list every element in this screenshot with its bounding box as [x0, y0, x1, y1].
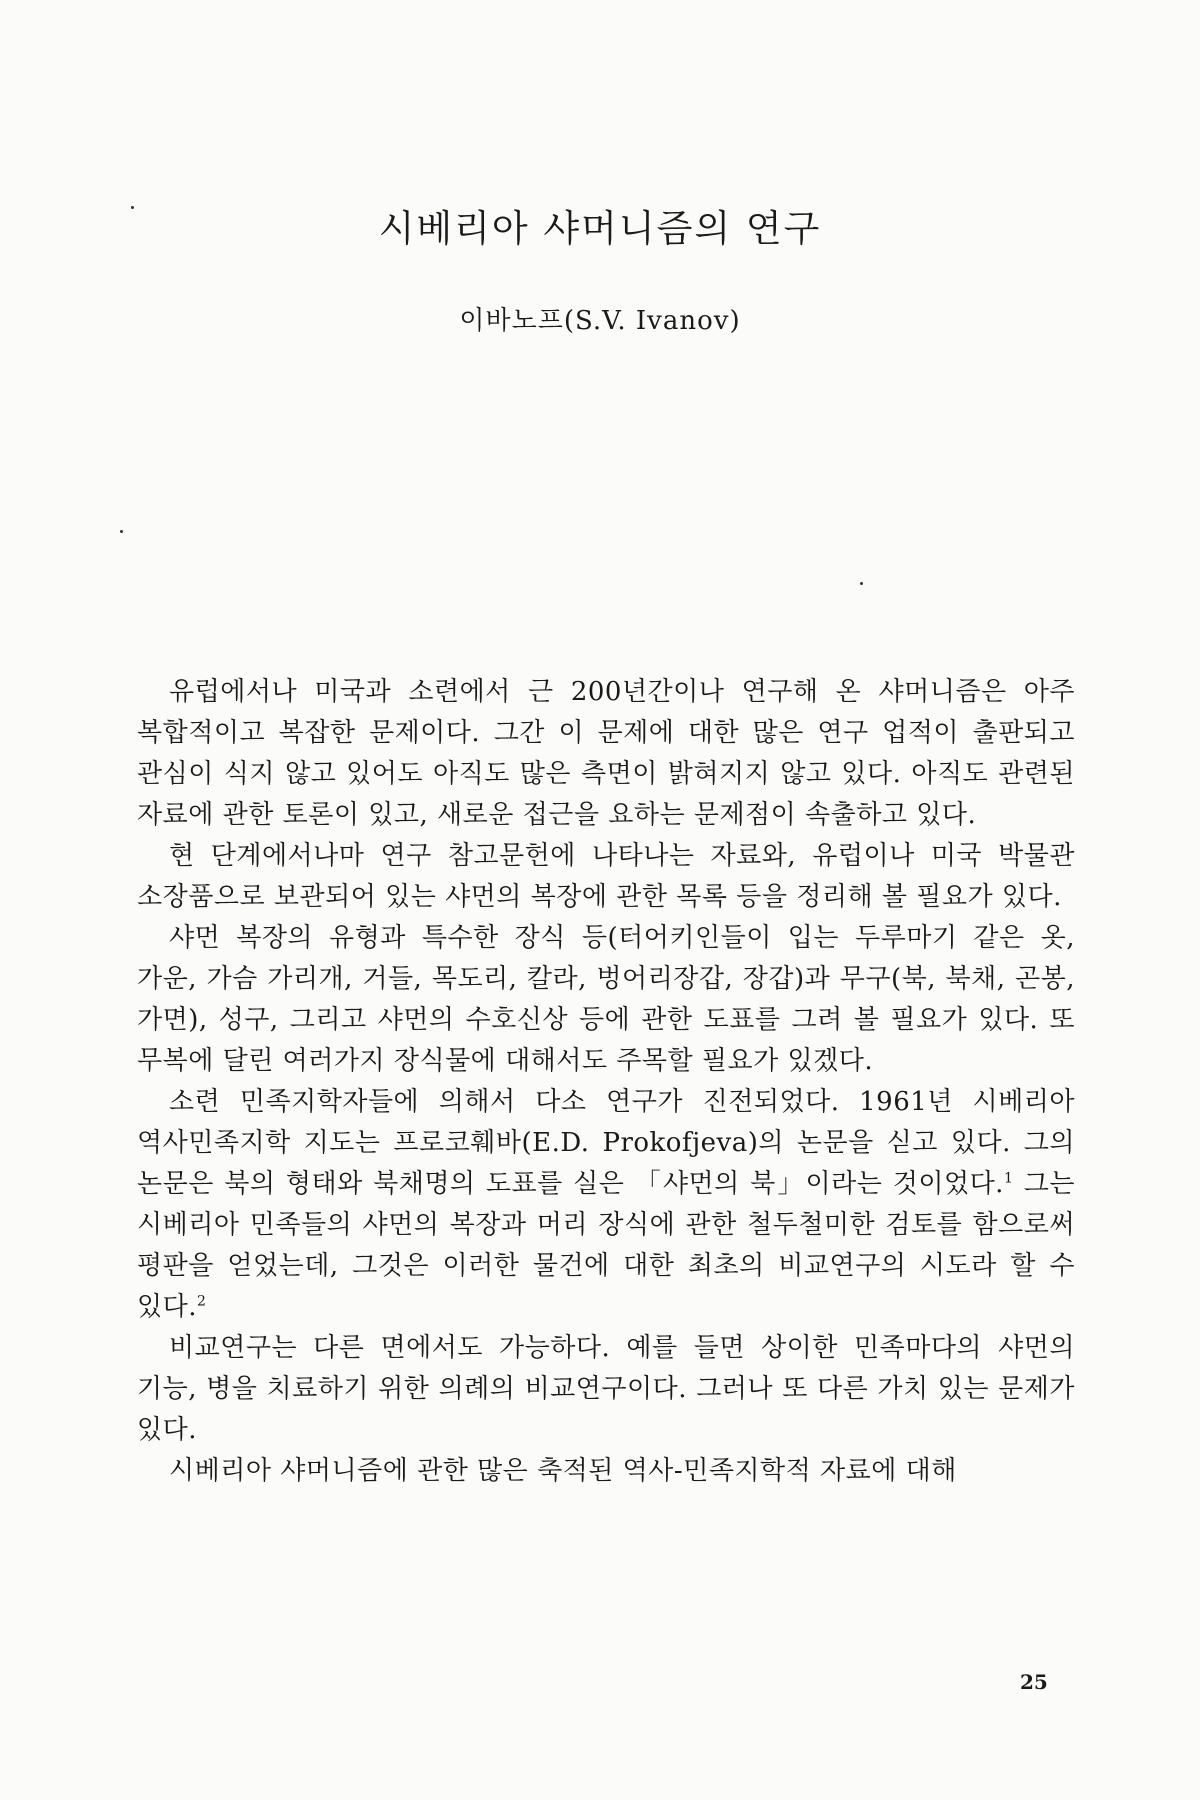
article-title: 시베리아 샤머니즘의 연구: [378, 207, 822, 250]
body-paragraph-6: 시베리아 샤머니즘에 관한 많은 축적된 역사-민족지학적 자료에 대해: [169, 1456, 957, 1486]
article-body: [137, 672, 1075, 1492]
footnote-mark-1: 1: [1003, 1170, 1014, 1187]
body-paragraph-4-text: 소련 민족지학자들에 의해서 다소 연구가 진전되었다. 1961년 시베리아 역사민족지학 지도는 프로코훼바(E.D. Prokofjeva)의 논문을 싣고 있다. 그의 논문은 북의 형태와 북채명의 도표를 실은 「샤먼의 북」이라는 것이었다.: [137, 1087, 1075, 1199]
footnote-mark-2: 2: [197, 1293, 207, 1310]
scan-speck: [120, 530, 123, 533]
body-paragraph-4b-text: 그는 시베리아 민족들의 샤먼의 복장과 머리 장식에 관한 철두철미한 검토를 함으로써 평판을 얻었는데, 그것은 이러한 물건에 대한 최초의 비교연구의 시도라 할 수 있다.: [137, 1169, 1075, 1322]
page-number: 25: [1020, 1670, 1048, 1694]
body-paragraph-4: [137, 1082, 1075, 1328]
article-author: 이바노프(S.V. Ivanov): [459, 306, 741, 336]
body-paragraph-5: 비교연구는 다른 면에서도 가능하다. 예를 들면 상이한 민족마다의 샤먼의 기능, 병을 치료하기 위한 의례의 비교연구이다. 그러나 또 다른 가치 있는 문제가 있다.: [137, 1333, 1075, 1445]
body-paragraph-3: 샤먼 복장의 유형과 특수한 장식 등(터어키인들이 입는 두루마기 같은 옷, 가운, 가슴 가리개, 거들, 목도리, 칼라, 벙어리장갑, 장갑)과 무구(북, 북채, 곤봉, 가면), 성구, 그리고 샤먼의 수호신상 등에 관한 도표를 그려 볼 필요가 있다. 또 무복에 달린 여러가지 장식물에 대해서도 주목할 필요가 있겠다.: [137, 923, 1075, 1076]
body-paragraph-1: 유럽에서나 미국과 소련에서 근 200년간이나 연구해 온 샤머니즘은 아주 복합적이고 복잡한 문제이다. 그간 이 문제에 대한 많은 연구 업적이 출판되고 관심이 식지 않고 있어도 아직도 많은 측면이 밝혀지지 않고 있다. 아직도 관련된 자료에 관한 토론이 있고, 새로운 접근을 요하는 문제점이 속출하고 있다.: [137, 677, 1075, 830]
body-paragraph-2: 현 단계에서나마 연구 참고문헌에 나타나는 자료와, 유럽이나 미국 박물관 소장품으로 보관되어 있는 샤먼의 복장에 관한 목록 등을 정리해 볼 필요가 있다.: [137, 841, 1075, 912]
scan-speck: [860, 582, 863, 585]
